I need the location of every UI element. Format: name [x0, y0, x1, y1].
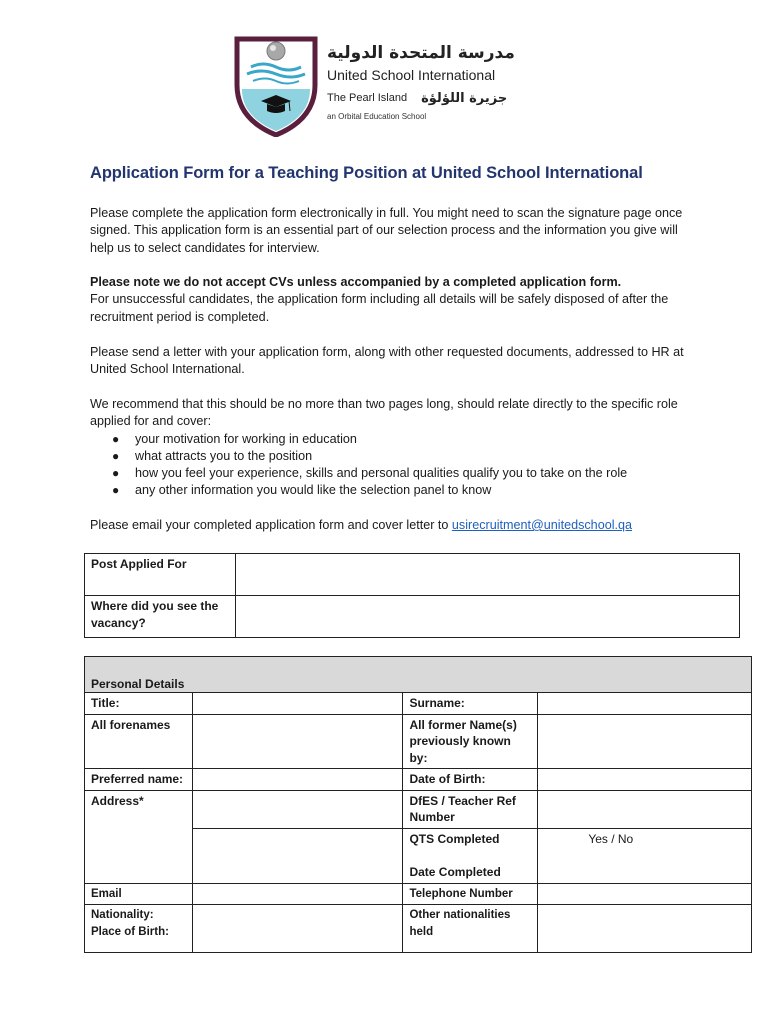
page-title: Application Form for a Teaching Position at United School International [90, 164, 643, 182]
former-names-label: All former Name(s) previously known by: [403, 714, 538, 769]
nationality-field[interactable] [192, 905, 403, 953]
table-row [85, 769, 752, 791]
yes-no-option[interactable]: Yes / No [588, 831, 634, 846]
table-row [85, 596, 740, 638]
email-prefix: Please email your completed application form and cover letter to [90, 518, 452, 532]
address-field[interactable] [192, 790, 403, 828]
place-of-birth-label: Place of Birth: [91, 925, 169, 938]
forenames-field[interactable] [192, 714, 403, 769]
table-row [85, 790, 752, 828]
preferred-name-field[interactable] [192, 769, 403, 791]
letter-paragraph: Please send a letter with your application form, along with other requested documents, addressed to HR at United School International. [90, 345, 684, 377]
school-name-english: United School International [327, 67, 496, 83]
vacancy-source-label: Where did you see the vacancy? [85, 596, 236, 638]
preferred-name-label: Preferred name: [85, 769, 193, 791]
title-label: Title: [85, 693, 193, 715]
surname-label: Surname: [403, 693, 538, 715]
table-row [85, 905, 752, 953]
table-row [85, 883, 752, 905]
qts-field[interactable] [538, 828, 752, 883]
former-names-field[interactable] [538, 714, 752, 769]
table-row [85, 693, 752, 715]
recruitment-email-link[interactable]: usirecruitment@unitedschool.qa [451, 518, 633, 532]
school-tagline: an Orbital Education School [327, 112, 427, 121]
email-field[interactable] [192, 883, 403, 905]
cv-note-paragraph [90, 274, 684, 326]
cv-note-bold: Please note we do not accept CVs unless accompanied by a completed application form. [90, 275, 622, 289]
cv-note-text: For unsuccessful candidates, the application form including all details will be safely disposed of after the recruitment period is completed. [90, 292, 669, 324]
location-english: The Pearl Island [327, 92, 408, 104]
table-row [85, 714, 752, 769]
personal-details-table [84, 656, 752, 953]
vacancy-source-field[interactable] [236, 596, 740, 638]
dfes-label: DfES / Teacher Ref Number [403, 790, 538, 828]
list-item: ● any other information you would like the selection panel to know [90, 482, 684, 499]
location-arabic: جزيرة اللؤلؤة [421, 90, 508, 106]
personal-details-header: Personal Details [85, 657, 752, 693]
school-crest-icon [233, 33, 319, 137]
school-logo [233, 33, 513, 139]
post-applied-field[interactable] [236, 554, 740, 596]
post-applied-label: Post Applied For [85, 554, 236, 596]
dfes-field[interactable] [538, 790, 752, 828]
post-applied-table [84, 553, 740, 638]
forenames-label: All forenames [85, 714, 193, 769]
title-field[interactable] [192, 693, 403, 715]
bullet-icon: ● [112, 431, 120, 446]
cover-letter-bullet-list [90, 431, 684, 500]
recommend-paragraph [90, 396, 684, 500]
dob-label: Date of Birth: [403, 769, 538, 791]
other-nationalities-field[interactable] [538, 905, 752, 953]
dob-field[interactable] [538, 769, 752, 791]
qts-label [403, 828, 538, 883]
bullet-icon: ● [112, 448, 120, 463]
address-label: Address* [85, 790, 193, 883]
telephone-label: Telephone Number [403, 883, 538, 905]
email-paragraph [90, 517, 684, 534]
address-field-continued[interactable] [192, 828, 403, 883]
surname-field[interactable] [538, 693, 752, 715]
date-completed-label: Date Completed [409, 865, 501, 879]
qts-completed-label: QTS Completed [409, 831, 500, 846]
table-row [85, 554, 740, 596]
table-row [85, 657, 752, 693]
nationality-label-text: Nationality: [91, 909, 154, 921]
telephone-field[interactable] [538, 883, 752, 905]
intro-paragraph: Please complete the application form electronically in full. You might need to scan the signature page once signed. This application form is an essential part of our selection process and the information you give will help us to select candidates for interview. [90, 206, 683, 255]
list-item: ● what attracts you to the position [90, 448, 684, 465]
list-item: ● how you feel your experience, skills and personal qualities qualify you to take on the role [90, 465, 684, 482]
nationality-label [85, 905, 193, 953]
list-item: ● your motivation for working in education [90, 431, 684, 448]
email-label: Email [85, 883, 193, 905]
bullet-icon: ● [112, 483, 120, 498]
school-name-arabic: مدرسة المتحدة الدولية [327, 43, 515, 63]
bullet-icon: ● [112, 466, 120, 481]
recommend-text: We recommend that this should be no more than two pages long, should relate directly to the specific role applied for and cover: [90, 397, 678, 429]
other-nationalities-label: Other nationalities held [403, 905, 538, 953]
